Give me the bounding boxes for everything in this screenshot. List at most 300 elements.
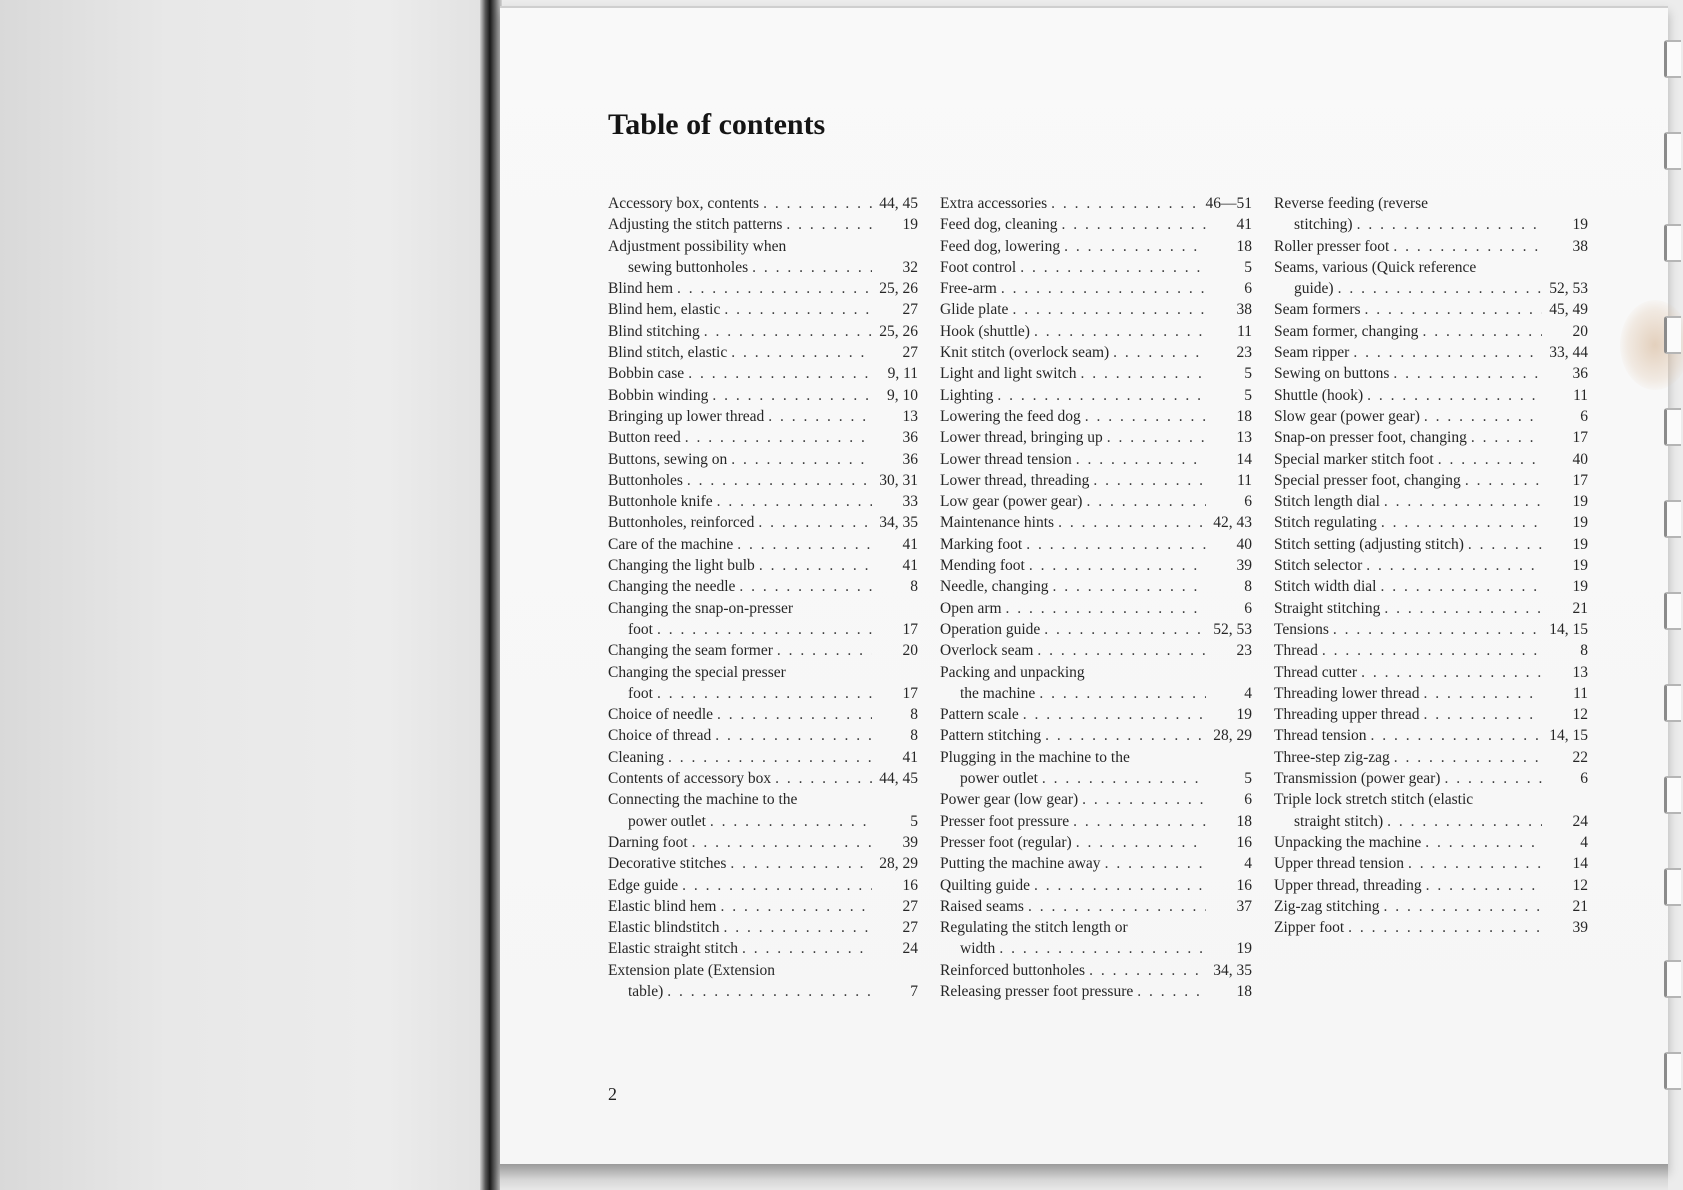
toc-leader-dots — [1008, 299, 1206, 320]
toc-leader-dots — [1361, 299, 1542, 320]
toc-entry-page: 24 — [902, 940, 918, 958]
toc-entry-page: 27 — [902, 344, 918, 362]
toc-entry-title: Upper thread tension — [1274, 855, 1404, 873]
toc-entry-page: 30, 31 — [879, 471, 918, 489]
toc-entry — [940, 704, 1252, 725]
toc-entry-title: Blind hem, elastic — [608, 301, 721, 319]
toc-leader-dots — [1329, 619, 1542, 640]
toc-entry-title: Cleaning — [608, 748, 664, 766]
toc-entry-title: Seam former, changing — [1274, 322, 1419, 340]
toc-entry-title: Lowering the feed dog — [940, 407, 1081, 425]
toc-leader-dots — [1038, 768, 1206, 789]
toc-entry-page: 33, 44 — [1549, 344, 1588, 362]
toc-entry — [940, 193, 1252, 214]
toc-entry-title: Transmission (power gear) — [1274, 770, 1441, 788]
toc-entry-page: 16 — [1236, 833, 1252, 851]
toc-entry — [1274, 406, 1588, 427]
toc-entry — [940, 896, 1252, 917]
binding-ring — [1664, 1052, 1681, 1090]
toc-entry — [940, 406, 1252, 427]
toc-entry-page: 19 — [1572, 514, 1588, 532]
toc-entry-page: 32 — [902, 258, 918, 276]
toc-leader-dots — [755, 555, 872, 576]
toc-entry-page: 41 — [902, 557, 918, 575]
binding-ring — [1664, 224, 1681, 262]
toc-entry-title: Seam formers — [1274, 301, 1361, 319]
toc-entry-title: Thread tension — [1274, 727, 1367, 745]
toc-entry-title: Lighting — [940, 386, 994, 404]
toc-entry — [940, 875, 1252, 896]
toc-entry-page: 40 — [1236, 535, 1252, 553]
toc-entry-title: Unpacking the machine — [1274, 833, 1422, 851]
toc-entry-title: Buttonholes — [608, 471, 683, 489]
toc-entry — [608, 576, 918, 597]
toc-entry — [1274, 363, 1588, 384]
page-title: Table of contents — [608, 108, 826, 141]
toc-entry-page: 5 — [910, 812, 918, 830]
toc-entry-page: 8 — [1580, 642, 1588, 660]
toc-leader-dots — [727, 342, 872, 363]
toc-entry-page: 13 — [902, 407, 918, 425]
toc-leader-dots — [1103, 427, 1206, 448]
toc-entry — [608, 747, 918, 768]
toc-leader-dots — [1380, 598, 1542, 619]
toc-entry-page: 36 — [902, 429, 918, 447]
toc-entry — [940, 619, 1252, 640]
binding-ring — [1664, 776, 1681, 814]
toc-entry-page: 27 — [902, 897, 918, 915]
toc-leader-dots — [1422, 875, 1542, 896]
toc-entry-page: 24 — [1572, 812, 1588, 830]
page-bottom-edge — [500, 1164, 1668, 1190]
toc-entry — [608, 938, 918, 959]
toc-entry-title: Needle, changing — [940, 578, 1049, 596]
toc-entry-title: Knit stitch (overlock seam) — [940, 344, 1110, 362]
toc-entry — [940, 662, 1252, 683]
toc-entry — [608, 811, 918, 832]
toc-entry-title: table) — [628, 982, 664, 1000]
toc-entry-title: Bobbin winding — [608, 386, 709, 404]
toc-entry-page: 18 — [1236, 237, 1252, 255]
toc-leader-dots — [653, 683, 872, 704]
toc-leader-dots — [1380, 491, 1542, 512]
toc-leader-dots — [1101, 853, 1206, 874]
toc-entry-page: 36 — [902, 450, 918, 468]
toc-entry-page: 19 — [1572, 557, 1588, 575]
toc-entry — [1274, 619, 1588, 640]
toc-leader-dots — [664, 747, 872, 768]
toc-entry — [940, 747, 1252, 768]
toc-entry-page: 39 — [1236, 557, 1252, 575]
toc-leader-dots — [1076, 363, 1206, 384]
toc-entry — [1274, 640, 1588, 661]
toc-entry — [608, 917, 918, 938]
toc-entry — [1274, 193, 1588, 214]
toc-entry — [940, 683, 1252, 704]
toc-leader-dots — [748, 257, 872, 278]
toc-entry-title: Putting the machine away — [940, 855, 1101, 873]
toc-entry-title: Adjustment possibility when — [608, 237, 787, 255]
toc-entry — [1274, 576, 1588, 597]
toc-entry-page: 23 — [1236, 642, 1252, 660]
toc-entry — [1274, 683, 1588, 704]
toc-entry — [608, 875, 918, 896]
toc-leader-dots — [1047, 193, 1199, 214]
toc-entry-title: Zipper foot — [1274, 919, 1345, 937]
toc-entry-page: 36 — [1572, 365, 1588, 383]
toc-column-1 — [608, 193, 918, 1002]
toc-entry-page: 14, 15 — [1549, 620, 1588, 638]
toc-entry-title: stitching) — [1294, 216, 1353, 234]
toc-entry-page: 19 — [1572, 493, 1588, 511]
toc-entry-title: Blind hem — [608, 280, 674, 298]
toc-leader-dots — [764, 406, 872, 427]
toc-entry — [1274, 747, 1588, 768]
toc-leader-dots — [727, 449, 872, 470]
toc-leader-dots — [738, 938, 872, 959]
toc-leader-dots — [1072, 832, 1206, 853]
toc-entry — [608, 725, 918, 746]
toc-leader-dots — [995, 938, 1206, 959]
toc-entry-page: 14, 15 — [1549, 727, 1588, 745]
toc-entry-page: 5 — [1244, 386, 1252, 404]
toc-entry-title: Buttonhole knife — [608, 493, 713, 511]
toc-entry — [1274, 875, 1588, 896]
toc-leader-dots — [1078, 789, 1206, 810]
toc-entry — [1274, 662, 1588, 683]
toc-entry-page: 8 — [1244, 578, 1252, 596]
toc-leader-dots — [1363, 385, 1542, 406]
toc-entry-page: 52, 53 — [1213, 620, 1252, 638]
toc-entry-page: 9, 10 — [887, 386, 918, 404]
toc-entry — [1274, 534, 1588, 555]
toc-entry — [608, 534, 918, 555]
page-number: 2 — [608, 1084, 617, 1104]
toc-entry-page: 16 — [1236, 876, 1252, 894]
toc-leader-dots — [1418, 321, 1542, 342]
toc-leader-dots — [711, 725, 872, 746]
toc-leader-dots — [726, 853, 872, 874]
toc-entry-page: 34, 35 — [1213, 961, 1252, 979]
toc-entry-page: 33 — [902, 493, 918, 511]
toc-entry-page: 28, 29 — [1213, 727, 1252, 745]
toc-entry-title: Feed dog, cleaning — [940, 216, 1058, 234]
toc-entry-title: Zig-zag stitching — [1274, 897, 1380, 915]
toc-leader-dots — [678, 875, 872, 896]
toc-entry-title: Buttonholes, reinforced — [608, 514, 755, 532]
toc-entry-title: Blind stitching — [608, 322, 700, 340]
toc-leader-dots — [1379, 896, 1542, 917]
toc-entry-title: straight stitch) — [1294, 812, 1384, 830]
toc-entry-page: 25, 26 — [879, 322, 918, 340]
toc-entry-page: 40 — [1572, 450, 1588, 468]
toc-entry-title: Changing the special presser — [608, 663, 786, 681]
binding-ring — [1664, 500, 1681, 538]
toc-entry-title: Seams, various (Quick reference — [1274, 258, 1477, 276]
toc-entry-title: width — [960, 940, 996, 958]
toc-entry — [1274, 427, 1588, 448]
toc-leader-dots — [720, 299, 872, 320]
toc-entry — [940, 576, 1252, 597]
toc-leader-dots — [713, 491, 872, 512]
toc-leader-dots — [1404, 853, 1542, 874]
toc-entry — [608, 768, 918, 789]
toc-entry — [940, 214, 1252, 235]
toc-entry-page: 20 — [902, 642, 918, 660]
toc-entry-page: 4 — [1580, 833, 1588, 851]
toc-entry — [1274, 278, 1588, 299]
binding-ring — [1664, 132, 1681, 170]
toc-entry — [940, 236, 1252, 257]
toc-leader-dots — [1376, 576, 1542, 597]
toc-leader-dots — [1334, 278, 1542, 299]
toc-entry-page: 27 — [902, 919, 918, 937]
toc-leader-dots — [759, 193, 872, 214]
toc-leader-dots — [1040, 619, 1206, 640]
toc-leader-dots — [663, 981, 872, 1002]
toc-entry — [940, 491, 1252, 512]
toc-entry-page: 16 — [902, 876, 918, 894]
toc-entry-title: Threading lower thread — [1274, 684, 1420, 702]
toc-entry — [608, 342, 918, 363]
toc-entry-page: 18 — [1236, 407, 1252, 425]
toc-entry — [940, 917, 1252, 938]
toc-entry-title: Changing the snap-on-presser — [608, 599, 794, 617]
toc-entry — [940, 811, 1252, 832]
toc-entry-page: 19 — [1572, 216, 1588, 234]
toc-entry-page: 38 — [1572, 237, 1588, 255]
toc-entry — [940, 449, 1252, 470]
toc-entry-title: Edge guide — [608, 876, 679, 894]
toc-entry-page: 13 — [1572, 663, 1588, 681]
toc-entry-page: 11 — [1573, 684, 1588, 702]
toc-leader-dots — [673, 278, 872, 299]
toc-entry-page: 5 — [1244, 365, 1252, 383]
toc-entry-title: Contents of accessory box — [608, 770, 772, 788]
toc-entry-title: Care of the machine — [608, 535, 734, 553]
toc-entry — [1274, 385, 1588, 406]
toc-leader-dots — [1082, 491, 1206, 512]
toc-entry — [940, 981, 1252, 1002]
toc-leader-dots — [684, 363, 872, 384]
toc-entry-title: Tensions — [1274, 620, 1329, 638]
toc-entry-page: 6 — [1244, 599, 1252, 617]
toc-entry — [608, 299, 918, 320]
toc-leader-dots — [1464, 534, 1542, 555]
toc-entry-title: Reinforced buttonholes — [940, 961, 1086, 979]
toc-leader-dots — [771, 768, 872, 789]
toc-leader-dots — [1109, 342, 1206, 363]
toc-leader-dots — [1344, 917, 1542, 938]
toc-entry-page: 11 — [1237, 471, 1252, 489]
toc-leader-dots — [1389, 363, 1542, 384]
toc-entry-title: Choice of thread — [608, 727, 712, 745]
toc-entry-page: 41 — [902, 748, 918, 766]
toc-entry — [608, 363, 918, 384]
toc-entry — [1274, 257, 1588, 278]
toc-entry — [940, 278, 1252, 299]
toc-entry-title: Releasing presser foot pressure — [940, 982, 1134, 1000]
toc-leader-dots — [735, 576, 872, 597]
toc-entry-title: Blind stitch, elastic — [608, 344, 728, 362]
toc-leader-dots — [1362, 555, 1542, 576]
toc-entry-title: Darning foot — [608, 833, 688, 851]
toc-entry-title: Quilting guide — [940, 876, 1030, 894]
toc-entry — [608, 683, 918, 704]
toc-leader-dots — [1022, 534, 1206, 555]
toc-entry-page: 18 — [1236, 812, 1252, 830]
toc-entry-title: Accessory box, contents — [608, 195, 760, 212]
toc-entry-title: Special marker stitch foot — [1274, 450, 1434, 468]
toc-leader-dots — [1421, 832, 1542, 853]
toc-entry-page: 8 — [910, 727, 918, 745]
toc-entry-page: 42, 43 — [1213, 514, 1252, 532]
toc-entry — [940, 257, 1252, 278]
toc-leader-dots — [1002, 598, 1206, 619]
toc-column-2 — [940, 193, 1252, 1002]
toc-leader-dots — [1035, 683, 1206, 704]
toc-entry-page: 25, 26 — [879, 280, 918, 298]
toc-entry-page: 19 — [1236, 940, 1252, 958]
toc-entry-title: Decorative stitches — [608, 855, 727, 873]
toc-entry-page: 37 — [1236, 897, 1252, 915]
toc-leader-dots — [1357, 662, 1542, 683]
toc-entry-title: Connecting the machine to the — [608, 791, 798, 809]
toc-entry-page: 12 — [1572, 876, 1588, 894]
toc-leader-dots — [1377, 512, 1542, 533]
toc-leader-dots — [1434, 449, 1542, 470]
toc-entry-title: Shuttle (hook) — [1274, 386, 1364, 404]
toc-entry-title: Choice of needle — [608, 706, 714, 724]
toc-entry — [608, 981, 918, 1002]
toc-entry-page: 9, 11 — [887, 365, 918, 383]
toc-entry-title: Lower thread, threading — [940, 471, 1090, 489]
toc-entry-title: Stitch setting (adjusting stitch) — [1274, 535, 1464, 553]
toc-entry — [608, 491, 918, 512]
toc-entry — [1274, 789, 1588, 810]
toc-entry-page: 6 — [1244, 280, 1252, 298]
toc-entry-title: power outlet — [628, 812, 706, 830]
facing-left-page — [0, 0, 482, 1190]
toc-leader-dots — [1390, 747, 1542, 768]
toc-leader-dots — [1089, 470, 1206, 491]
binding-ring — [1664, 960, 1681, 998]
toc-leader-dots — [1072, 449, 1206, 470]
toc-entry — [940, 512, 1252, 533]
toc-entry-page: 11 — [1237, 322, 1252, 340]
toc-entry — [608, 406, 918, 427]
toc-entry — [940, 938, 1252, 959]
toc-leader-dots — [1353, 214, 1542, 235]
toc-entry — [608, 512, 918, 533]
toc-entry-page: 27 — [902, 301, 918, 319]
toc-entry — [940, 555, 1252, 576]
toc-leader-dots — [773, 640, 872, 661]
toc-entry — [940, 321, 1252, 342]
toc-entry-title: Stitch width dial — [1274, 578, 1377, 596]
toc-entry-title: Plugging in the machine to the — [940, 748, 1130, 766]
toc-entry-page: 12 — [1572, 706, 1588, 724]
toc-entry-title: Presser foot (regular) — [940, 833, 1072, 851]
spiral-binding — [1657, 0, 1683, 1190]
binding-ring — [1664, 316, 1681, 354]
toc-entry — [1274, 853, 1588, 874]
toc-leader-dots — [733, 534, 872, 555]
toc-entry-title: Thread cutter — [1274, 663, 1358, 681]
toc-leader-dots — [1419, 683, 1542, 704]
toc-entry-title: Special presser foot, changing — [1274, 471, 1461, 489]
toc-entry — [608, 385, 918, 406]
toc-entry-page: 11 — [1573, 386, 1588, 404]
toc-entry — [608, 853, 918, 874]
toc-entry-page: 6 — [1244, 791, 1252, 809]
toc-leader-dots — [1069, 811, 1206, 832]
toc-entry — [940, 768, 1252, 789]
toc-leader-dots — [1054, 512, 1206, 533]
toc-entry-title: Packing and unpacking — [940, 663, 1085, 681]
toc-entry-title: Stitch length dial — [1274, 493, 1380, 511]
toc-entry-page: 13 — [1236, 429, 1252, 447]
toc-leader-dots — [1048, 576, 1206, 597]
toc-entry-title: Marking foot — [940, 535, 1023, 553]
toc-leader-dots — [716, 896, 872, 917]
toc-entry-page: 46—51 — [1205, 195, 1252, 212]
toc-entry — [608, 555, 918, 576]
toc-entry — [1274, 214, 1588, 235]
toc-entry — [608, 321, 918, 342]
toc-leader-dots — [1419, 704, 1542, 725]
toc-entry-title: Button reed — [608, 429, 681, 447]
toc-entry — [608, 193, 918, 214]
toc-entry — [608, 449, 918, 470]
toc-entry-title: Bobbin case — [608, 365, 685, 383]
toc-entry-page: 21 — [1572, 897, 1588, 915]
toc-entry-title: Free-arm — [940, 280, 997, 298]
toc-leader-dots — [688, 832, 872, 853]
toc-entry-title: power outlet — [960, 770, 1038, 788]
toc-leader-dots — [754, 512, 872, 533]
toc-entry-page: 45, 49 — [1549, 301, 1588, 319]
toc-leader-dots — [1041, 725, 1206, 746]
toc-entry-title: Changing the needle — [608, 578, 736, 596]
toc-leader-dots — [681, 427, 872, 448]
toc-leader-dots — [1467, 427, 1542, 448]
toc-entry-title: Hook (shuttle) — [940, 322, 1030, 340]
toc-entry — [608, 257, 918, 278]
toc-entry-title: Glide plate — [940, 301, 1009, 319]
toc-entry-title: Feed dog, lowering — [940, 237, 1061, 255]
toc-leader-dots — [1349, 342, 1542, 363]
toc-entry-title: Overlock seam — [940, 642, 1034, 660]
toc-entry — [608, 214, 918, 235]
toc-entry — [940, 363, 1252, 384]
toc-entry-page: 8 — [910, 706, 918, 724]
toc-leader-dots — [1016, 257, 1206, 278]
binding-ring — [1664, 40, 1681, 78]
toc-entry — [608, 662, 918, 683]
toc-leader-dots — [713, 704, 872, 725]
toc-entry-page: 34, 35 — [879, 514, 918, 532]
toc-leader-dots — [1461, 470, 1542, 491]
toc-entry — [940, 640, 1252, 661]
toc-entry-title: Roller presser foot — [1274, 237, 1390, 255]
toc-entry — [608, 427, 918, 448]
toc-entry-title: Raised seams — [940, 897, 1024, 915]
toc-entry-page: 23 — [1236, 344, 1252, 362]
toc-entry-title: Three-step zig-zag — [1274, 748, 1390, 766]
toc-entry-page: 4 — [1244, 684, 1252, 702]
toc-entry — [608, 960, 918, 981]
